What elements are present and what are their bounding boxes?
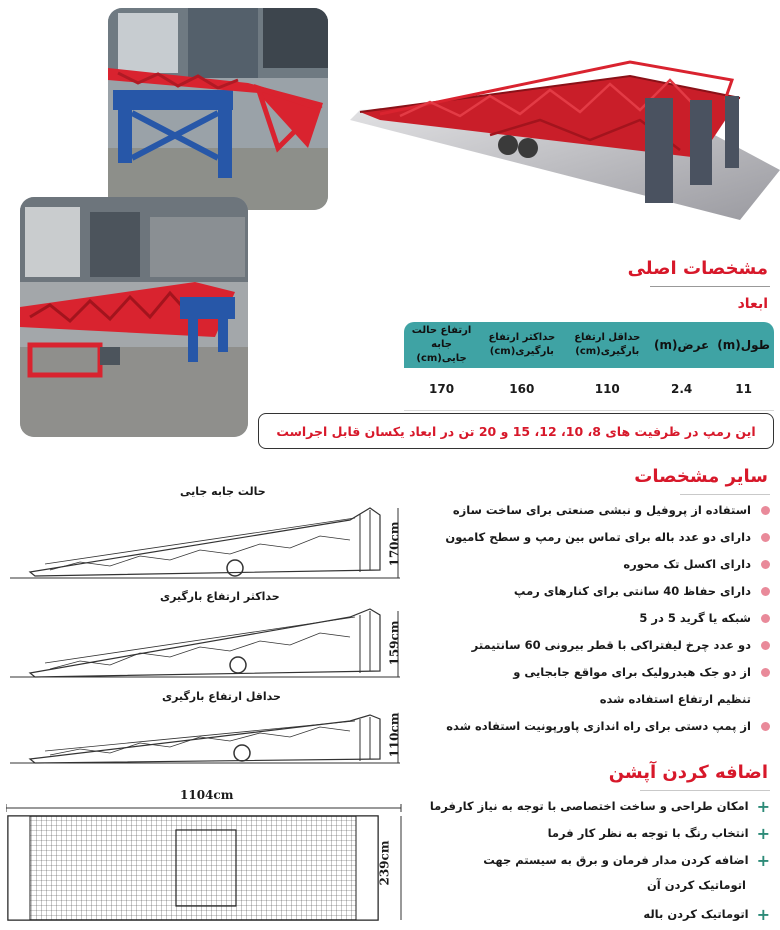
options-list bbox=[400, 797, 770, 927]
list-item: استفاده از پروفیل و نبشی صنعتی برای ساخت سازه bbox=[453, 503, 770, 517]
max-height-label: 159cm bbox=[387, 620, 402, 666]
list-item: دارای دو عدد باله برای تماس بین رمپ و سطح کامیون bbox=[445, 530, 770, 544]
other-specs-list bbox=[370, 503, 770, 743]
dimensions-table bbox=[404, 322, 774, 411]
bullet-icon bbox=[761, 506, 770, 515]
list-item: شبکه یا گرید 5 در 5 bbox=[639, 611, 770, 625]
plus-icon: + bbox=[756, 851, 770, 870]
drawing-label-transport: حالت جابه جایی bbox=[180, 485, 266, 498]
drawing-label-max: حداکثر ارتفاع بارگیری bbox=[160, 590, 280, 603]
list-item: دو عدد چرخ لیفتراکی با قطر بیرونی 60 سانتیمتر bbox=[472, 638, 770, 652]
list-item: +اتوماتیک کردن باله bbox=[643, 905, 770, 924]
bullet-icon bbox=[761, 587, 770, 596]
plus-icon: + bbox=[756, 824, 770, 843]
list-item: از پمپ دستی برای راه اندازی پاورپونیت استفاده شده bbox=[446, 719, 770, 733]
list-item: از دو جک هیدرولیک برای مواقع جابجایی و bbox=[513, 665, 770, 679]
value-min-height: 110 bbox=[565, 368, 650, 411]
options-title: اضافه کردن آپشن bbox=[608, 762, 768, 783]
list-item: دارای اکسل تک محوره bbox=[623, 557, 770, 571]
section-divider bbox=[680, 494, 770, 495]
plan-width-label: 239cm bbox=[377, 840, 392, 886]
drawing-transport bbox=[10, 500, 410, 582]
photo-ramp-workshop bbox=[108, 8, 328, 210]
drawing-min bbox=[10, 705, 410, 767]
min-height-label: 110cm bbox=[387, 712, 402, 758]
value-max-height: 160 bbox=[479, 368, 565, 411]
capacity-notice: این رمپ در ظرفیت های 8، 10، 12، 15 و 20 تن در ابعاد یکسان قابل اجراست bbox=[258, 413, 774, 449]
bullet-icon bbox=[761, 533, 770, 542]
list-item: +انتخاب رنگ با توجه به نظر کار فرما bbox=[547, 824, 770, 843]
table-row bbox=[404, 368, 774, 411]
bullet-icon bbox=[761, 560, 770, 569]
header-max-height: حداکثر ارتفاع بارگیری(cm) bbox=[479, 322, 565, 368]
plus-icon: + bbox=[756, 905, 770, 924]
section-divider bbox=[650, 286, 770, 287]
transport-height-label: 170cm bbox=[387, 521, 402, 567]
list-item-continuation: اتوماتیک کردن آن bbox=[646, 878, 746, 892]
dimensions-subtitle: ابعاد bbox=[737, 296, 768, 312]
header-width: عرض(m) bbox=[650, 322, 713, 368]
list-item: دارای حفاظ 40 سانتی برای کنارهای رمپ bbox=[514, 584, 770, 598]
section-divider bbox=[640, 790, 770, 791]
drawing-max bbox=[10, 605, 410, 681]
ramp-3d-render bbox=[340, 40, 780, 220]
plan-length-label: 1104cm bbox=[180, 788, 234, 802]
value-length: 11 bbox=[713, 368, 774, 411]
drawing-label-min: حداقل ارتفاع بارگیری bbox=[162, 690, 281, 703]
bullet-icon bbox=[761, 641, 770, 650]
other-specs-title: سایر مشخصات bbox=[634, 466, 768, 487]
header-transport-height: ارتفاع حالت جابه جایی(cm) bbox=[404, 322, 479, 368]
value-transport-height: 170 bbox=[404, 368, 479, 411]
bullet-icon bbox=[761, 614, 770, 623]
photo-ramp-factory bbox=[20, 197, 248, 437]
header-length: طول(m) bbox=[713, 322, 774, 368]
list-item-continuation: تنظیم ارتفاع استفاده شده bbox=[599, 692, 751, 706]
table-header-row bbox=[404, 322, 774, 368]
bullet-icon bbox=[761, 668, 770, 677]
header-min-height: حداقل ارتفاع بارگیری(cm) bbox=[565, 322, 650, 368]
plus-icon: + bbox=[756, 797, 770, 816]
value-width: 2.4 bbox=[650, 368, 713, 411]
list-item: +امکان طراحی و ساخت اختصاصی با توجه به نیاز کارفرما bbox=[429, 797, 770, 816]
bullet-icon bbox=[761, 722, 770, 731]
list-item: +اضافه کردن مدار فرمان و برق به سیستم جهت bbox=[483, 851, 770, 870]
main-specs-title: مشخصات اصلی bbox=[627, 258, 768, 279]
drawing-plan bbox=[6, 800, 411, 928]
